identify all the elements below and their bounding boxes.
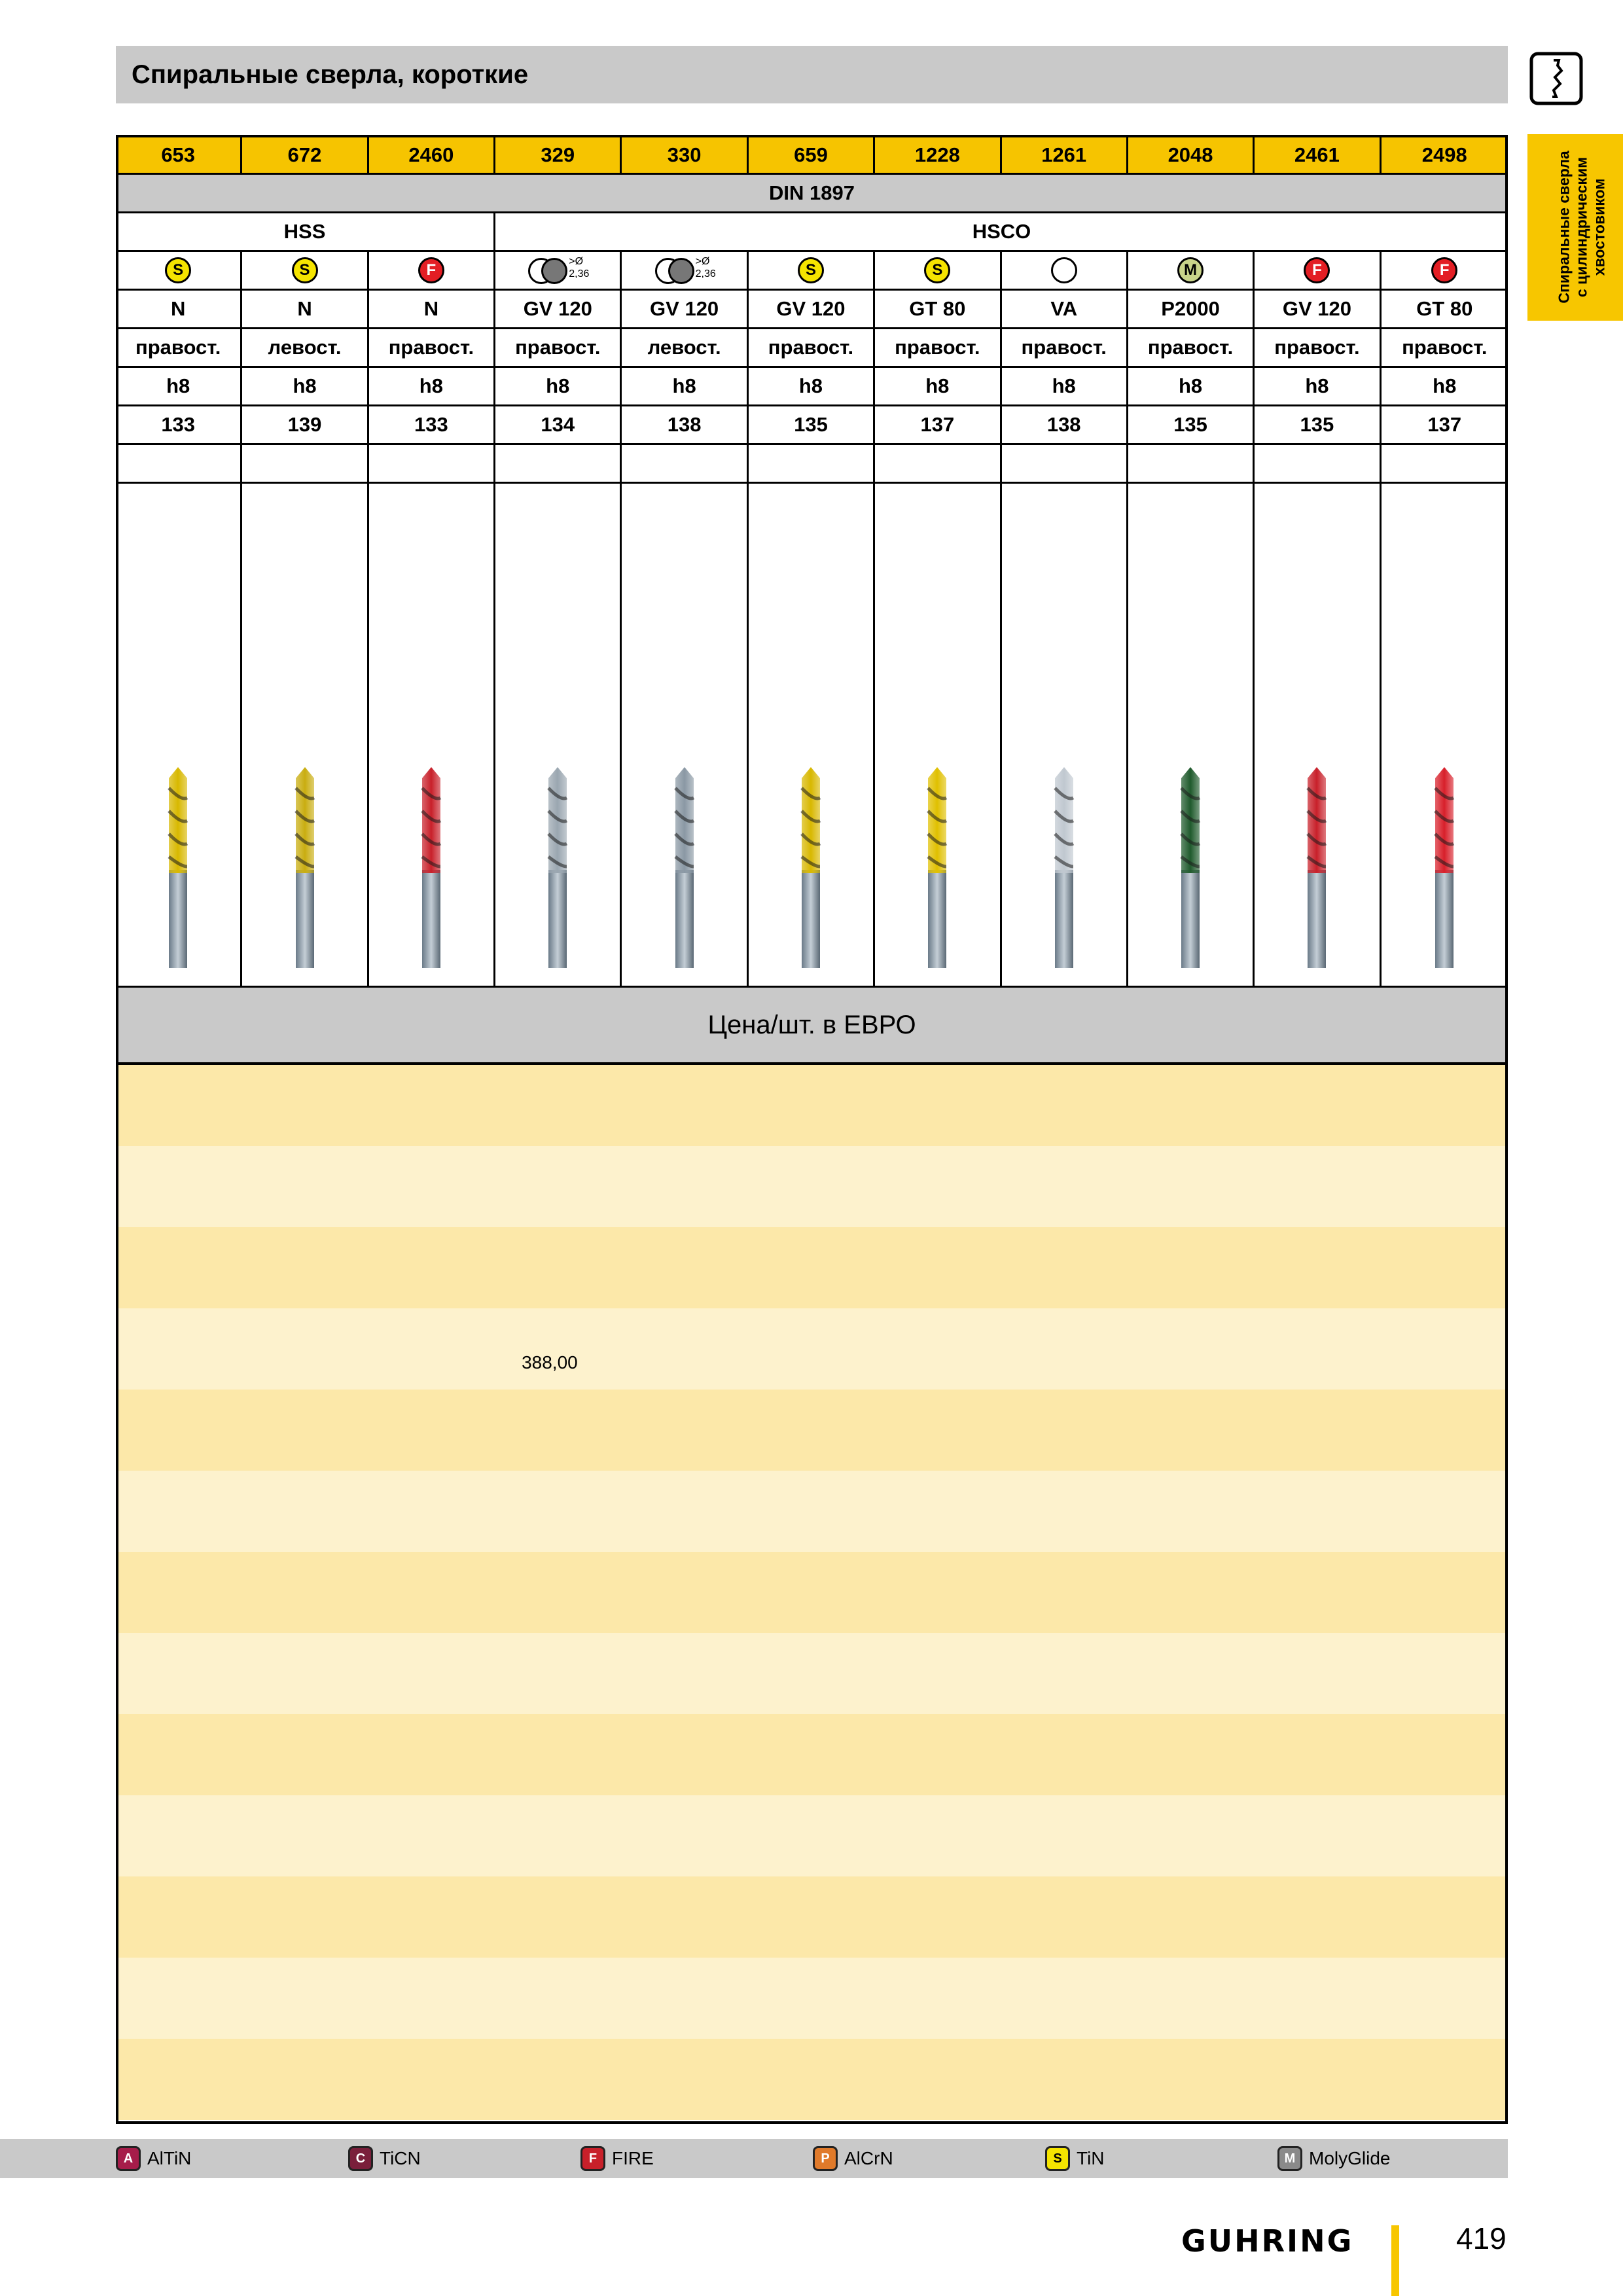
- coating-f-icon: F: [1304, 257, 1330, 283]
- page-reference: 133: [116, 406, 242, 443]
- cutting-direction: правост.: [495, 329, 622, 366]
- price-row: [116, 1308, 1508, 1390]
- coating-cell: [622, 252, 748, 289]
- article-number: 330: [622, 137, 748, 173]
- coating-f-icon: F: [1431, 257, 1457, 283]
- empty-cell: [1002, 445, 1128, 482]
- legend-label: TiN: [1077, 2148, 1105, 2168]
- coating-a-icon: A: [116, 2146, 141, 2171]
- brand-logo: GUHRING: [1181, 2223, 1354, 2259]
- coating-legend: [0, 2139, 1508, 2178]
- legend-label: AlCrN: [844, 2148, 893, 2168]
- legend-label: AlTiN: [147, 2148, 192, 2168]
- empty-row: [116, 445, 1508, 484]
- empty-cell: [369, 445, 495, 482]
- price-row: [116, 1795, 1508, 1876]
- page-reference: 138: [1002, 406, 1128, 443]
- coating-cell: [495, 252, 622, 289]
- drill-type: N: [116, 291, 242, 327]
- legend-label: MolyGlide: [1309, 2148, 1391, 2168]
- article-number: 2498: [1421, 143, 1467, 166]
- drill-image-cell: [242, 484, 368, 986]
- cutting-direction: правост.: [1255, 329, 1381, 366]
- drill-image-cell: [369, 484, 495, 986]
- drill-type: N: [242, 291, 368, 327]
- coating-cell: [116, 252, 242, 289]
- article-number: 1261: [1002, 137, 1128, 173]
- tolerance-row: [116, 368, 1508, 406]
- page-header-bar: [116, 46, 1508, 103]
- drill-icon: [289, 762, 321, 971]
- legend-item: [813, 2139, 893, 2178]
- direction-row: [116, 329, 1508, 368]
- cutting-direction: левост.: [622, 329, 748, 366]
- drill-icon: [415, 762, 448, 971]
- drill-images-row: [116, 484, 1508, 988]
- drill-image-cell: [875, 484, 1001, 986]
- legend-item: [116, 2139, 191, 2178]
- empty-cell: [1382, 445, 1508, 482]
- page-reference: 137: [875, 406, 1001, 443]
- price-row: [116, 2039, 1508, 2120]
- standard-row: [116, 175, 1508, 213]
- price-row: [116, 1876, 1508, 1958]
- drill-image-cell: [495, 484, 622, 986]
- cutting-direction: правост.: [1128, 329, 1255, 366]
- page-reference: 135: [1128, 406, 1255, 443]
- drill-type: GV 120: [749, 291, 875, 327]
- coating-p-icon: P: [813, 2146, 838, 2171]
- footer-accent-bar: [1391, 2225, 1399, 2296]
- page-title: Спиральные сверла, короткие: [132, 60, 529, 89]
- drill-type: N: [369, 291, 495, 327]
- page-reference: 133: [369, 406, 495, 443]
- page-reference: 138: [622, 406, 748, 443]
- coating-row: [116, 252, 1508, 291]
- cutting-direction: правост.: [875, 329, 1001, 366]
- empty-cell: [622, 445, 748, 482]
- page-reference: 135: [1255, 406, 1381, 443]
- drill-icon: [541, 762, 574, 971]
- legend-label: FIRE: [612, 2148, 654, 2168]
- drill-type: VA: [1002, 291, 1128, 327]
- drill-image-cell: [116, 484, 242, 986]
- legend-item: [1277, 2139, 1390, 2178]
- cutting-direction: правост.: [1402, 336, 1488, 359]
- price-rows: [116, 1065, 1508, 2120]
- uncoated-oxide-icon: >Ø 2,36: [655, 255, 714, 285]
- price-value: 388,00: [522, 1352, 578, 1372]
- section-tab-label: Спиральные сверла с цилиндрическим хвостовиком: [1555, 151, 1608, 304]
- drill-icon: [1428, 762, 1461, 971]
- price-row: [116, 1714, 1508, 1795]
- uncoated-icon: [1051, 257, 1077, 283]
- drill-icon: [668, 762, 701, 971]
- coating-s-icon: S: [292, 257, 318, 283]
- article-number: 672: [242, 137, 368, 173]
- drill-type: GV 120: [622, 291, 748, 327]
- coating-c-icon: C: [348, 2146, 373, 2171]
- empty-cell: [1255, 445, 1381, 482]
- page-reference: 134: [495, 406, 622, 443]
- legend-item: [348, 2139, 421, 2178]
- drill-image-cell: [1255, 484, 1381, 986]
- product-table: [116, 135, 1508, 1468]
- cutting-direction: правост.: [749, 329, 875, 366]
- drill-type: GT 80: [875, 291, 1001, 327]
- coating-s-icon: S: [924, 257, 950, 283]
- coating-f-icon: F: [418, 257, 444, 283]
- tolerance: h8: [1255, 368, 1381, 404]
- coating-m-icon: M: [1277, 2146, 1302, 2171]
- drill-category-icon: [1529, 51, 1584, 106]
- coating-cell: [749, 252, 875, 289]
- material-group: HSCO: [972, 220, 1031, 243]
- legend-label: TiCN: [380, 2148, 421, 2168]
- price-row: [116, 1471, 1508, 1552]
- price-row: [116, 1633, 1508, 1714]
- drill-image-cell: [1128, 484, 1255, 986]
- cutting-direction: правост.: [369, 329, 495, 366]
- tolerance: h8: [1002, 368, 1128, 404]
- cutting-direction: правост.: [116, 329, 242, 366]
- material-group: HSS: [116, 213, 495, 250]
- drill-icon: [1300, 762, 1333, 971]
- coating-cell: [369, 252, 495, 289]
- coating-m-icon: M: [1177, 257, 1204, 283]
- drill-image-cell: [749, 484, 875, 986]
- tolerance: h8: [242, 368, 368, 404]
- drill-icon: [921, 762, 954, 971]
- standard-label: DIN 1897: [769, 181, 855, 204]
- drill-icon: [794, 762, 827, 971]
- legend-item: [1045, 2139, 1105, 2178]
- drill-image-cell: [622, 484, 748, 986]
- coating-cell: [1382, 252, 1508, 289]
- tolerance: h8: [749, 368, 875, 404]
- article-number: 653: [116, 137, 242, 173]
- page-number: 419: [1456, 2221, 1507, 2255]
- price-row: [116, 1390, 1508, 1471]
- cutting-direction: левост.: [242, 329, 368, 366]
- drill-icon: [162, 762, 194, 971]
- tolerance: h8: [1433, 374, 1457, 397]
- tolerance: h8: [875, 368, 1001, 404]
- empty-cell: [495, 445, 622, 482]
- drill-type: P2000: [1128, 291, 1255, 327]
- tolerance: h8: [116, 368, 242, 404]
- price-row: [116, 1958, 1508, 2039]
- tolerance: h8: [1128, 368, 1255, 404]
- page-reference: 137: [1427, 413, 1462, 436]
- drill-icon: [1048, 762, 1080, 971]
- empty-cell: [1128, 445, 1255, 482]
- tolerance: h8: [622, 368, 748, 404]
- empty-cell: [116, 445, 242, 482]
- cutting-direction: правост.: [1002, 329, 1128, 366]
- article-number: 329: [495, 137, 622, 173]
- drill-icon: [1174, 762, 1207, 971]
- empty-cell: [242, 445, 368, 482]
- page-ref-row: [116, 406, 1508, 445]
- drill-image-cell: [1002, 484, 1128, 986]
- coating-cell: [1255, 252, 1381, 289]
- price-row: [116, 1552, 1508, 1633]
- coating-cell: [1128, 252, 1255, 289]
- article-number-row: [116, 135, 1508, 175]
- article-number: 2048: [1128, 137, 1255, 173]
- uncoated-oxide-icon: >Ø 2,36: [528, 255, 587, 285]
- legend-item: [580, 2139, 654, 2178]
- page-reference: 135: [749, 406, 875, 443]
- tolerance: h8: [495, 368, 622, 404]
- empty-cell: [875, 445, 1001, 482]
- article-number: 2461: [1255, 137, 1381, 173]
- type-row: [116, 291, 1508, 329]
- coating-s-icon: S: [798, 257, 824, 283]
- coating-f-icon: F: [580, 2146, 605, 2171]
- article-number: 2460: [369, 137, 495, 173]
- article-number: 659: [749, 137, 875, 173]
- article-number: 1228: [875, 137, 1001, 173]
- tolerance: h8: [369, 368, 495, 404]
- drill-image-cell: [1382, 484, 1508, 986]
- coating-cell: [242, 252, 368, 289]
- drill-type: GT 80: [1416, 297, 1473, 320]
- drill-type: GV 120: [1255, 291, 1381, 327]
- empty-cell: [749, 445, 875, 482]
- material-group-row: [116, 213, 1508, 252]
- coating-s-icon: S: [1045, 2146, 1070, 2171]
- coating-cell: [875, 252, 1001, 289]
- coating-cell: [1002, 252, 1128, 289]
- price-row: [116, 1065, 1508, 1146]
- section-tab[interactable]: [1527, 134, 1623, 321]
- page-reference: 139: [242, 406, 368, 443]
- price-header: Цена/шт. в ЕВРО: [116, 988, 1508, 1065]
- price-row: [116, 1146, 1508, 1227]
- drill-type: GV 120: [495, 291, 622, 327]
- price-row: [116, 1227, 1508, 1308]
- coating-s-icon: S: [165, 257, 191, 283]
